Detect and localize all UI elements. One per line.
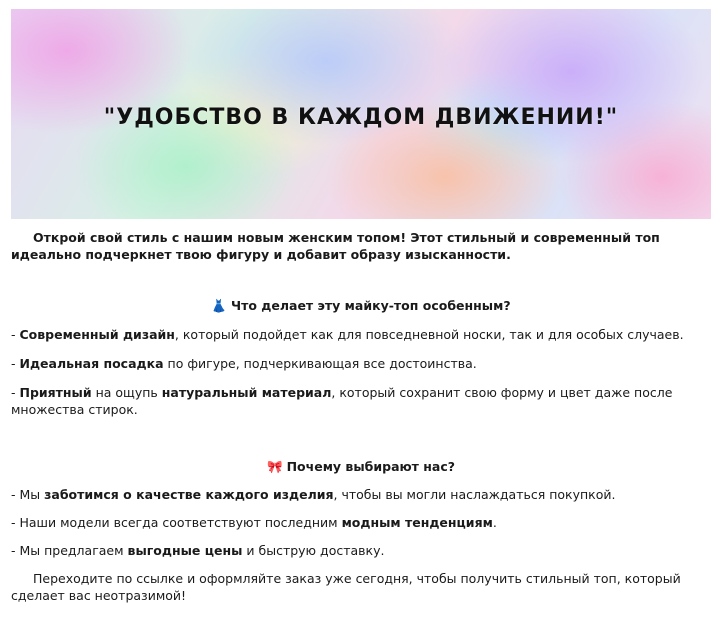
dress-icon: 👗 [211, 298, 227, 313]
section-features-heading [11, 297, 711, 314]
why-item-trends-bold: модным тенденциям [341, 515, 493, 530]
feature-item-fit-bold: Идеальная посадка [19, 356, 164, 371]
why-item-trends: - Наши модели всегда соответствуют последним модным тенденциям. [11, 515, 497, 530]
section-features-heading-text: Что делает эту майку-топ особенным? [231, 298, 511, 313]
why-item-quality: - Мы заботимся о качестве каждого изделия, чтобы вы могли наслаждаться покупкой. [11, 487, 616, 502]
description-content [11, 229, 711, 604]
feature-item-fit: - Идеальная посадка по фигуре, подчеркивающая все достоинства. [11, 356, 477, 371]
why-item-quality-bold: заботимся о качестве каждого изделия [44, 487, 334, 502]
section-why-heading-text: Почему выбирают нас? [286, 459, 455, 474]
why-item-prices-bold: выгодные цены [127, 543, 243, 558]
feature-item-material: - Приятный на ощупь натуральный материал, который сохранит свою форму и цвет даже после множества стирок. [11, 385, 673, 417]
section-why-heading [11, 458, 711, 475]
why-item-prices: - Мы предлагаем выгодные цены и быструю доставку. [11, 543, 385, 558]
feature-item-material-bold1: Приятный [19, 385, 92, 400]
banner-title: "УДОБСТВО В КАЖДОМ ДВИЖЕНИИ!" [103, 105, 619, 130]
feature-item-design-bold: Современный дизайн [19, 327, 175, 342]
banner-image [11, 9, 711, 219]
closing-paragraph: Переходите по ссылке и оформляйте заказ уже сегодня, чтобы получить стильный топ, который сделает вас неотразимой! [11, 571, 681, 603]
feature-item-material-bold2: натуральный материал [161, 385, 332, 400]
feature-item-design: - Современный дизайн, который подойдет как для повседневной носки, так и для особых случаев. [11, 327, 684, 342]
intro-paragraph: Открой свой стиль с нашим новым женским топом! Этот стильный и современный топ идеально подчеркнет твою фигуру и добавит образу изысканности. [11, 230, 660, 262]
ribbon-icon: 🎀 [267, 459, 283, 474]
